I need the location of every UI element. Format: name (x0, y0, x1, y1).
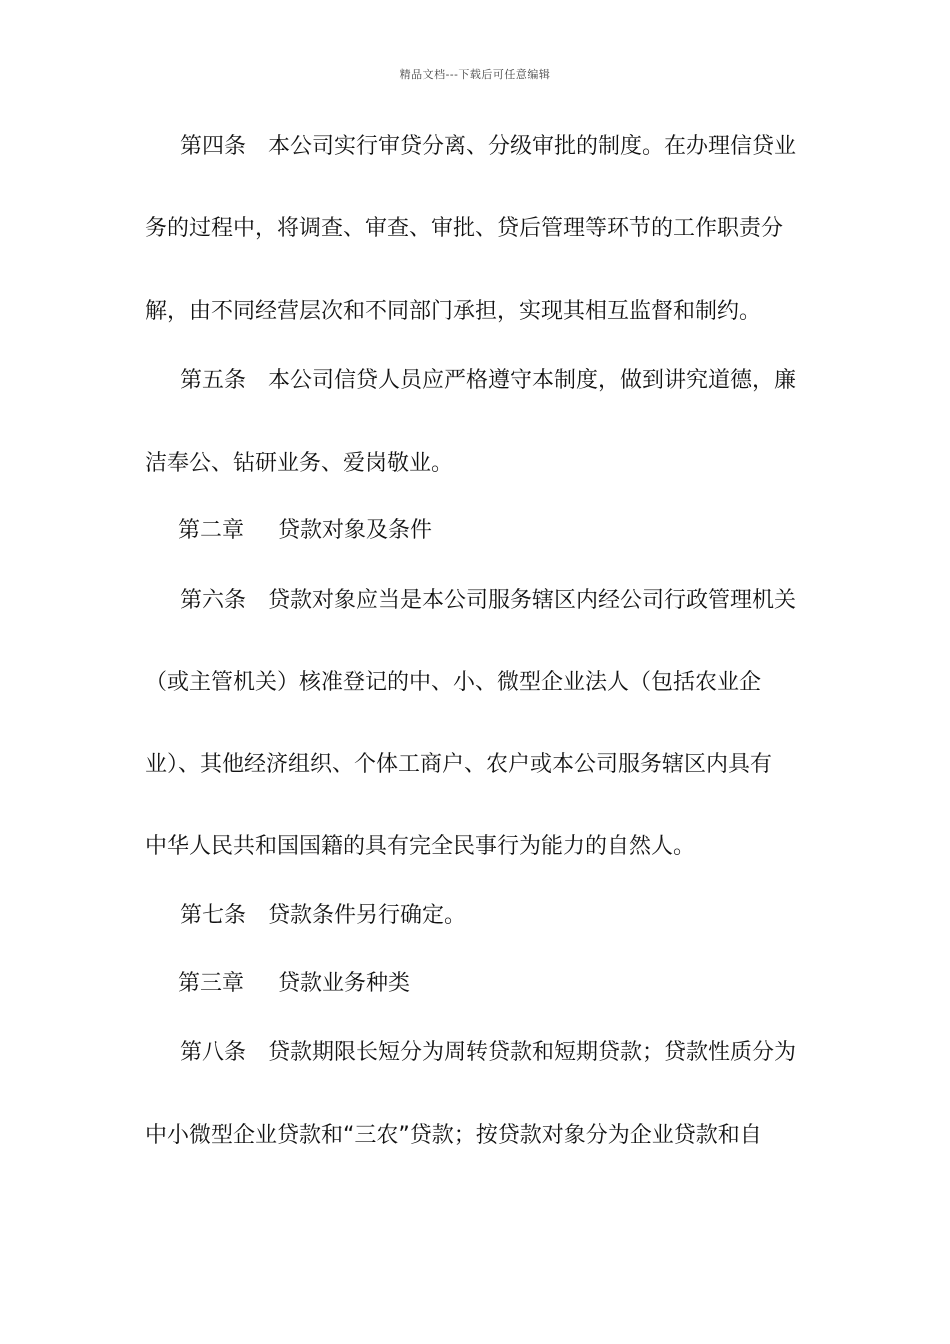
article-4-line-3: 解，由不同经营层次和不同部门承担，实现其相互监督和制约。 (145, 299, 762, 324)
page-header: 精品文档---下载后可任意编辑 (399, 68, 551, 81)
article-text: 本公司信贷人员应严格遵守本制度，做到讲究道德，廉 (268, 368, 797, 393)
article-5-line-1 (180, 366, 796, 396)
article-text: 本公司实行审贷分离、分级审批的制度。在办理信贷业 (268, 134, 797, 159)
article-8-line-1 (180, 1038, 796, 1068)
article-4-line-2: 务的过程中，将调查、审查、审批、贷后管理等环节的工作职责分 (145, 216, 784, 241)
article-text: 贷款对象应当是本公司服务辖区内经公司行政管理机关 (268, 588, 797, 613)
chapter-title: 贷款对象及条件 (278, 518, 433, 543)
article-number: 第六条 (180, 588, 247, 613)
article-text: 贷款条件另行确定。 (268, 903, 467, 928)
chapter-number: 第三章 (178, 971, 245, 996)
chapter-2-heading (178, 516, 432, 546)
chapter-number: 第二章 (178, 518, 245, 543)
article-5-line-2: 洁奉公、钻研业务、爱岗敬业。 (145, 451, 454, 476)
article-7-line-1 (180, 901, 466, 931)
article-6-line-1 (180, 586, 796, 616)
article-6-line-4: 中华人民共和国国籍的具有完全民事行为能力的自然人。 (145, 834, 696, 859)
article-6-line-3: 业）、其他经济组织、个体工商户、农户或本公司服务辖区内具有 (145, 752, 773, 777)
article-number: 第五条 (180, 368, 247, 393)
article-6-line-2: （或主管机关）核准登记的中、小、微型企业法人（包括农业企 (145, 670, 762, 695)
article-text: 贷款期限长短分为周转贷款和短期贷款；贷款性质分为 (268, 1040, 797, 1065)
article-number: 第八条 (180, 1040, 247, 1065)
chapter-title: 贷款业务种类 (278, 971, 411, 996)
article-number: 第四条 (180, 134, 247, 159)
article-number: 第七条 (180, 903, 247, 928)
article-8-line-2: 中小微型企业贷款和“三农”贷款；按贷款对象分为企业贷款和自 (145, 1123, 762, 1148)
article-4-line-1 (180, 132, 796, 162)
chapter-3-heading (178, 969, 410, 999)
